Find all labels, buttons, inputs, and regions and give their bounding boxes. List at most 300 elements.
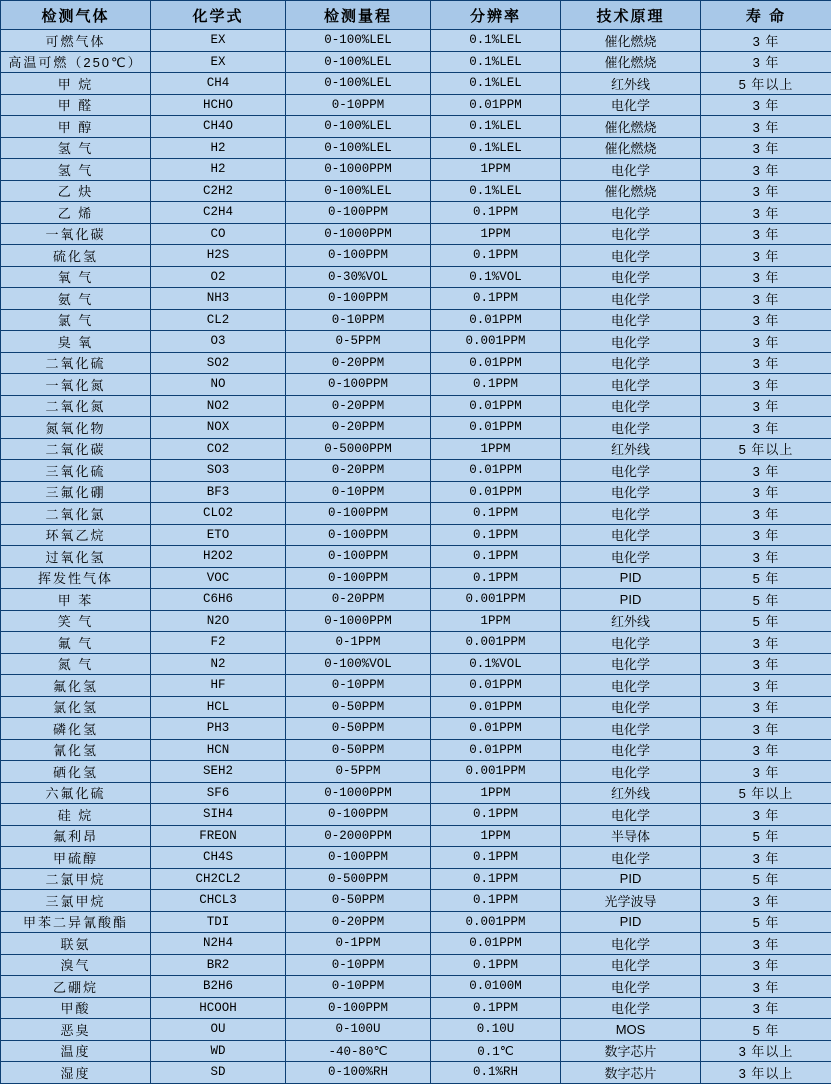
table-row [1, 137, 831, 159]
cell-chemical-formula: CH4 [151, 73, 286, 95]
cell-chemical-formula: C2H2 [151, 180, 286, 202]
cell-technical-principle: 电化学 [561, 954, 701, 976]
cell-detection-range: 0-100%LEL [286, 30, 431, 52]
cell-detection-range: 0-20PPM [286, 460, 431, 482]
cell-technical-principle: 电化学 [561, 761, 701, 783]
cell-gas-name: 三氯甲烷 [1, 890, 151, 912]
cell-lifespan: 3 年 [701, 675, 831, 697]
cell-lifespan: 3 年 [701, 51, 831, 73]
cell-technical-principle: 电化学 [561, 94, 701, 116]
table-row [1, 589, 831, 611]
cell-chemical-formula: O2 [151, 266, 286, 288]
cell-gas-name: 二氯甲烷 [1, 868, 151, 890]
table-row [1, 309, 831, 331]
cell-chemical-formula: WD [151, 1040, 286, 1062]
cell-detection-range: 0-20PPM [286, 395, 431, 417]
cell-chemical-formula: FREON [151, 825, 286, 847]
cell-lifespan: 3 年 [701, 933, 831, 955]
cell-gas-name: 三氟化硼 [1, 481, 151, 503]
cell-detection-range: 0-10PPM [286, 976, 431, 998]
cell-detection-range: 0-100%RH [286, 1062, 431, 1084]
cell-resolution: 0.01PPM [431, 309, 561, 331]
cell-gas-name: 甲苯二异氰酸酯 [1, 911, 151, 933]
table-row [1, 331, 831, 353]
cell-lifespan: 3 年 [701, 395, 831, 417]
cell-detection-range: 0-100PPM [286, 804, 431, 826]
cell-lifespan: 3 年以上 [701, 1062, 831, 1084]
cell-detection-range: 0-100PPM [286, 847, 431, 869]
cell-gas-name: 硫化氢 [1, 245, 151, 267]
cell-technical-principle: 电化学 [561, 653, 701, 675]
cell-gas-name: 恶臭 [1, 1019, 151, 1041]
cell-gas-name: 二氧化氯 [1, 503, 151, 525]
cell-gas-name: 乙 炔 [1, 180, 151, 202]
cell-resolution: 0.01PPM [431, 460, 561, 482]
cell-detection-range: 0-50PPM [286, 739, 431, 761]
cell-technical-principle: 电化学 [561, 395, 701, 417]
cell-detection-range: 0-100%LEL [286, 180, 431, 202]
cell-detection-range: 0-500PPM [286, 868, 431, 890]
cell-gas-name: 氮氧化物 [1, 417, 151, 439]
cell-chemical-formula: F2 [151, 632, 286, 654]
cell-detection-range: 0-10PPM [286, 675, 431, 697]
cell-gas-name: 联氨 [1, 933, 151, 955]
header-row [1, 1, 831, 30]
table-row [1, 417, 831, 439]
cell-gas-name: 可燃气体 [1, 30, 151, 52]
cell-technical-principle: 电化学 [561, 675, 701, 697]
cell-resolution: 0.1PPM [431, 546, 561, 568]
cell-chemical-formula: CH4S [151, 847, 286, 869]
cell-chemical-formula: HCL [151, 696, 286, 718]
cell-gas-name: 二氧化氮 [1, 395, 151, 417]
table-row [1, 1040, 831, 1062]
cell-chemical-formula: CLO2 [151, 503, 286, 525]
cell-chemical-formula: EX [151, 51, 286, 73]
cell-lifespan: 3 年 [701, 503, 831, 525]
cell-technical-principle: 电化学 [561, 847, 701, 869]
cell-detection-range: 0-100PPM [286, 503, 431, 525]
cell-lifespan: 3 年 [701, 309, 831, 331]
cell-resolution: 0.01PPM [431, 352, 561, 374]
cell-resolution: 1PPM [431, 223, 561, 245]
cell-gas-name: 臭 氧 [1, 331, 151, 353]
cell-detection-range: 0-20PPM [286, 911, 431, 933]
cell-lifespan: 3 年 [701, 761, 831, 783]
cell-technical-principle: PID [561, 868, 701, 890]
cell-detection-range: 0-1000PPM [286, 610, 431, 632]
cell-technical-principle: 电化学 [561, 352, 701, 374]
cell-gas-name: 高温可燃（250℃） [1, 51, 151, 73]
table-row [1, 524, 831, 546]
cell-chemical-formula: HCOOH [151, 997, 286, 1019]
cell-gas-name: 氟化氢 [1, 675, 151, 697]
cell-chemical-formula: PH3 [151, 718, 286, 740]
cell-lifespan: 5 年以上 [701, 438, 831, 460]
table-row [1, 223, 831, 245]
cell-gas-name: 湿度 [1, 1062, 151, 1084]
cell-resolution: 0.1%LEL [431, 30, 561, 52]
cell-technical-principle: 电化学 [561, 933, 701, 955]
table-row [1, 288, 831, 310]
cell-technical-principle: 电化学 [561, 804, 701, 826]
cell-technical-principle: 电化学 [561, 159, 701, 181]
table-row [1, 438, 831, 460]
cell-gas-name: 氯化氢 [1, 696, 151, 718]
table-row [1, 653, 831, 675]
cell-gas-name: 氟 气 [1, 632, 151, 654]
cell-technical-principle: 红外线 [561, 610, 701, 632]
table-row [1, 954, 831, 976]
cell-gas-name: 溴气 [1, 954, 151, 976]
cell-lifespan: 3 年 [701, 954, 831, 976]
cell-technical-principle: 催化燃烧 [561, 51, 701, 73]
cell-chemical-formula: H2 [151, 159, 286, 181]
cell-technical-principle: 催化燃烧 [561, 116, 701, 138]
cell-technical-principle: 电化学 [561, 288, 701, 310]
cell-chemical-formula: CH2CL2 [151, 868, 286, 890]
cell-gas-name: 二氧化碳 [1, 438, 151, 460]
cell-detection-range: 0-100%LEL [286, 73, 431, 95]
cell-detection-range: 0-30%VOL [286, 266, 431, 288]
cell-resolution: 0.0100M [431, 976, 561, 998]
cell-chemical-formula: BF3 [151, 481, 286, 503]
cell-chemical-formula: N2H4 [151, 933, 286, 955]
table-row [1, 761, 831, 783]
cell-chemical-formula: HCHO [151, 94, 286, 116]
cell-gas-name: 一氧化碳 [1, 223, 151, 245]
cell-gas-name: 甲酸 [1, 997, 151, 1019]
cell-lifespan: 3 年 [701, 739, 831, 761]
cell-gas-name: 一氧化氮 [1, 374, 151, 396]
cell-detection-range: 0-100%LEL [286, 137, 431, 159]
table-row [1, 352, 831, 374]
cell-resolution: 0.1℃ [431, 1040, 561, 1062]
cell-detection-range: 0-50PPM [286, 696, 431, 718]
cell-lifespan: 3 年 [701, 417, 831, 439]
cell-resolution: 0.1PPM [431, 954, 561, 976]
table-row [1, 718, 831, 740]
cell-lifespan: 5 年 [701, 589, 831, 611]
cell-gas-name: 氢 气 [1, 137, 151, 159]
cell-resolution: 0.1PPM [431, 524, 561, 546]
cell-lifespan: 3 年 [701, 460, 831, 482]
cell-lifespan: 3 年 [701, 653, 831, 675]
cell-technical-principle: 半导体 [561, 825, 701, 847]
cell-chemical-formula: ETO [151, 524, 286, 546]
cell-resolution: 0.01PPM [431, 417, 561, 439]
cell-technical-principle: 红外线 [561, 782, 701, 804]
column-header-lifespan: 寿 命 [701, 1, 831, 30]
cell-detection-range: 0-100%VOL [286, 653, 431, 675]
cell-resolution: 0.01PPM [431, 718, 561, 740]
cell-gas-name: 氧 气 [1, 266, 151, 288]
cell-gas-name: 甲 醛 [1, 94, 151, 116]
cell-resolution: 1PPM [431, 438, 561, 460]
cell-detection-range: 0-100PPM [286, 202, 431, 224]
cell-lifespan: 3 年 [701, 202, 831, 224]
cell-resolution: 0.01PPM [431, 94, 561, 116]
table-row [1, 481, 831, 503]
cell-lifespan: 3 年 [701, 94, 831, 116]
table-row [1, 266, 831, 288]
cell-lifespan: 5 年 [701, 911, 831, 933]
cell-resolution: 0.01PPM [431, 933, 561, 955]
cell-detection-range: 0-100U [286, 1019, 431, 1041]
cell-lifespan: 3 年 [701, 632, 831, 654]
cell-chemical-formula: C2H4 [151, 202, 286, 224]
table-row [1, 94, 831, 116]
cell-detection-range: 0-20PPM [286, 352, 431, 374]
table-row [1, 782, 831, 804]
cell-chemical-formula: NO [151, 374, 286, 396]
cell-technical-principle: 催化燃烧 [561, 180, 701, 202]
cell-chemical-formula: CL2 [151, 309, 286, 331]
cell-chemical-formula: O3 [151, 331, 286, 353]
cell-technical-principle: 数字芯片 [561, 1040, 701, 1062]
table-row [1, 567, 831, 589]
cell-lifespan: 3 年 [701, 30, 831, 52]
cell-resolution: 0.001PPM [431, 589, 561, 611]
cell-lifespan: 3 年 [701, 245, 831, 267]
cell-chemical-formula: EX [151, 30, 286, 52]
cell-chemical-formula: SF6 [151, 782, 286, 804]
cell-detection-range: 0-100%LEL [286, 51, 431, 73]
cell-lifespan: 3 年 [701, 546, 831, 568]
cell-technical-principle: 电化学 [561, 696, 701, 718]
cell-gas-name: 温度 [1, 1040, 151, 1062]
cell-resolution: 0.01PPM [431, 696, 561, 718]
table-row [1, 890, 831, 912]
cell-detection-range: 0-100%LEL [286, 116, 431, 138]
cell-chemical-formula: SO3 [151, 460, 286, 482]
cell-detection-range: 0-100PPM [286, 524, 431, 546]
cell-technical-principle: 红外线 [561, 438, 701, 460]
cell-technical-principle: 电化学 [561, 245, 701, 267]
cell-detection-range: 0-10PPM [286, 481, 431, 503]
cell-resolution: 0.1%VOL [431, 266, 561, 288]
table-row [1, 159, 831, 181]
cell-detection-range: 0-20PPM [286, 589, 431, 611]
cell-technical-principle: 数字芯片 [561, 1062, 701, 1084]
table-row [1, 847, 831, 869]
table-row [1, 116, 831, 138]
cell-chemical-formula: N2 [151, 653, 286, 675]
cell-chemical-formula: SIH4 [151, 804, 286, 826]
cell-lifespan: 5 年 [701, 825, 831, 847]
cell-detection-range: 0-100PPM [286, 288, 431, 310]
table-row [1, 804, 831, 826]
cell-resolution: 0.1PPM [431, 567, 561, 589]
cell-detection-range: 0-10PPM [286, 309, 431, 331]
cell-chemical-formula: NOX [151, 417, 286, 439]
cell-technical-principle: MOS [561, 1019, 701, 1041]
cell-resolution: 0.001PPM [431, 331, 561, 353]
cell-resolution: 0.1PPM [431, 245, 561, 267]
cell-technical-principle: 电化学 [561, 976, 701, 998]
cell-lifespan: 3 年 [701, 137, 831, 159]
cell-gas-name: 氮 气 [1, 653, 151, 675]
cell-detection-range: 0-1000PPM [286, 159, 431, 181]
cell-chemical-formula: SO2 [151, 352, 286, 374]
cell-chemical-formula: BR2 [151, 954, 286, 976]
cell-gas-name: 氟利昂 [1, 825, 151, 847]
cell-resolution: 0.1PPM [431, 288, 561, 310]
cell-lifespan: 3 年 [701, 352, 831, 374]
cell-resolution: 1PPM [431, 782, 561, 804]
table-row [1, 1062, 831, 1084]
cell-chemical-formula: SEH2 [151, 761, 286, 783]
table-row [1, 739, 831, 761]
cell-technical-principle: PID [561, 589, 701, 611]
cell-technical-principle: PID [561, 567, 701, 589]
table-row [1, 245, 831, 267]
cell-gas-name: 甲 苯 [1, 589, 151, 611]
table-row [1, 997, 831, 1019]
cell-detection-range: 0-100PPM [286, 567, 431, 589]
cell-resolution: 0.1PPM [431, 374, 561, 396]
cell-technical-principle: 电化学 [561, 524, 701, 546]
cell-chemical-formula: C6H6 [151, 589, 286, 611]
cell-resolution: 0.1%LEL [431, 51, 561, 73]
table-body [1, 30, 831, 1084]
table-row [1, 933, 831, 955]
cell-detection-range: 0-1000PPM [286, 782, 431, 804]
table-row [1, 503, 831, 525]
cell-resolution: 1PPM [431, 825, 561, 847]
cell-lifespan: 3 年 [701, 976, 831, 998]
table-row [1, 911, 831, 933]
cell-technical-principle: 电化学 [561, 331, 701, 353]
table-row [1, 868, 831, 890]
cell-detection-range: 0-10PPM [286, 954, 431, 976]
cell-technical-principle: 电化学 [561, 503, 701, 525]
cell-technical-principle: 电化学 [561, 632, 701, 654]
cell-lifespan: 3 年 [701, 288, 831, 310]
cell-chemical-formula: NH3 [151, 288, 286, 310]
cell-technical-principle: 电化学 [561, 481, 701, 503]
cell-gas-name: 挥发性气体 [1, 567, 151, 589]
cell-gas-name: 乙硼烷 [1, 976, 151, 998]
cell-detection-range: -40-80℃ [286, 1040, 431, 1062]
cell-resolution: 0.01PPM [431, 739, 561, 761]
cell-detection-range: 0-1PPM [286, 632, 431, 654]
cell-resolution: 0.1PPM [431, 202, 561, 224]
cell-resolution: 0.1%LEL [431, 180, 561, 202]
table-row [1, 51, 831, 73]
cell-technical-principle: 电化学 [561, 266, 701, 288]
table-row [1, 1019, 831, 1041]
cell-gas-name: 氢 气 [1, 159, 151, 181]
cell-gas-name: 氰化氢 [1, 739, 151, 761]
cell-chemical-formula: HCN [151, 739, 286, 761]
cell-resolution: 0.1%RH [431, 1062, 561, 1084]
cell-detection-range: 0-100PPM [286, 245, 431, 267]
cell-technical-principle: 电化学 [561, 309, 701, 331]
cell-detection-range: 0-50PPM [286, 890, 431, 912]
cell-technical-principle: 催化燃烧 [561, 137, 701, 159]
table-row [1, 675, 831, 697]
cell-chemical-formula: B2H6 [151, 976, 286, 998]
cell-resolution: 0.01PPM [431, 481, 561, 503]
cell-technical-principle: 电化学 [561, 546, 701, 568]
cell-lifespan: 3 年 [701, 997, 831, 1019]
cell-gas-name: 六氟化硫 [1, 782, 151, 804]
cell-lifespan: 3 年 [701, 374, 831, 396]
cell-lifespan: 3 年 [701, 804, 831, 826]
cell-lifespan: 3 年 [701, 524, 831, 546]
cell-lifespan: 5 年 [701, 1019, 831, 1041]
cell-chemical-formula: N2O [151, 610, 286, 632]
cell-resolution: 0.1PPM [431, 890, 561, 912]
cell-technical-principle: 电化学 [561, 417, 701, 439]
cell-gas-name: 过氧化氢 [1, 546, 151, 568]
cell-gas-name: 磷化氢 [1, 718, 151, 740]
cell-technical-principle: 电化学 [561, 997, 701, 1019]
cell-resolution: 0.01PPM [431, 675, 561, 697]
cell-technical-principle: 电化学 [561, 202, 701, 224]
cell-detection-range: 0-5PPM [286, 761, 431, 783]
column-header-formula: 化学式 [151, 1, 286, 30]
cell-technical-principle: 电化学 [561, 223, 701, 245]
cell-chemical-formula: CH4O [151, 116, 286, 138]
cell-lifespan: 5 年以上 [701, 73, 831, 95]
cell-gas-name: 笑 气 [1, 610, 151, 632]
cell-chemical-formula: OU [151, 1019, 286, 1041]
cell-technical-principle: PID [561, 911, 701, 933]
cell-resolution: 0.1PPM [431, 847, 561, 869]
cell-technical-principle: 催化燃烧 [561, 30, 701, 52]
cell-technical-principle: 电化学 [561, 739, 701, 761]
table-row [1, 610, 831, 632]
column-header-principle: 技术原理 [561, 1, 701, 30]
cell-chemical-formula: H2 [151, 137, 286, 159]
cell-gas-name: 三氧化硫 [1, 460, 151, 482]
cell-chemical-formula: H2O2 [151, 546, 286, 568]
cell-lifespan: 5 年以上 [701, 782, 831, 804]
cell-gas-name: 氯 气 [1, 309, 151, 331]
table-row [1, 30, 831, 52]
cell-detection-range: 0-50PPM [286, 718, 431, 740]
cell-technical-principle: 红外线 [561, 73, 701, 95]
cell-detection-range: 0-1PPM [286, 933, 431, 955]
cell-detection-range: 0-5PPM [286, 331, 431, 353]
cell-lifespan: 3 年 [701, 159, 831, 181]
table-row [1, 374, 831, 396]
cell-gas-name: 乙 烯 [1, 202, 151, 224]
cell-lifespan: 3 年 [701, 696, 831, 718]
cell-resolution: 0.1PPM [431, 503, 561, 525]
cell-detection-range: 0-10PPM [286, 94, 431, 116]
table-row [1, 395, 831, 417]
cell-chemical-formula: CO [151, 223, 286, 245]
table-row [1, 460, 831, 482]
cell-gas-name: 硅 烷 [1, 804, 151, 826]
table-row [1, 202, 831, 224]
cell-resolution: 0.1PPM [431, 868, 561, 890]
cell-lifespan: 3 年 [701, 890, 831, 912]
cell-lifespan: 3 年 [701, 180, 831, 202]
cell-gas-name: 氨 气 [1, 288, 151, 310]
cell-gas-name: 环氧乙烷 [1, 524, 151, 546]
cell-detection-range: 0-20PPM [286, 417, 431, 439]
cell-resolution: 0.10U [431, 1019, 561, 1041]
cell-resolution: 0.1PPM [431, 804, 561, 826]
cell-chemical-formula: NO2 [151, 395, 286, 417]
cell-resolution: 0.1%LEL [431, 116, 561, 138]
cell-gas-name: 二氧化硫 [1, 352, 151, 374]
cell-chemical-formula: H2S [151, 245, 286, 267]
